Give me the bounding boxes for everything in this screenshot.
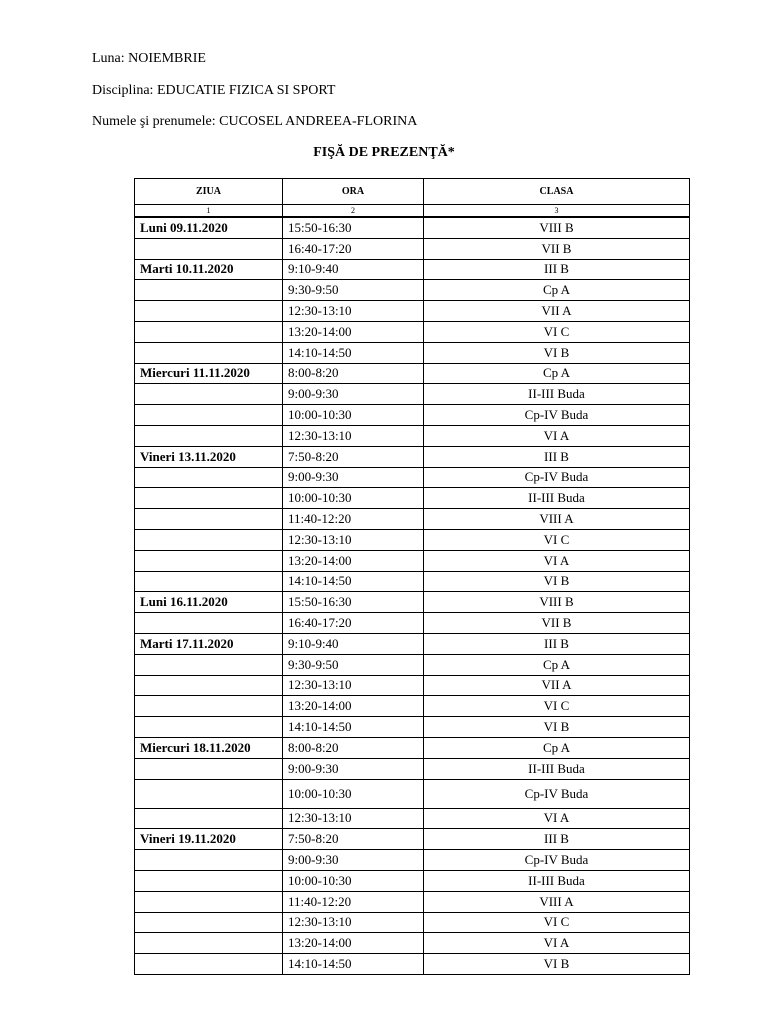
clasa-cell: VIII B — [424, 217, 690, 238]
ora-cell: 13:20-14:00 — [283, 550, 424, 571]
ora-cell: 15:50-16:30 — [283, 217, 424, 238]
ora-cell: 9:30-9:50 — [283, 654, 424, 675]
ora-cell: 12:30-13:10 — [283, 808, 424, 829]
ziua-cell — [135, 238, 283, 259]
ziua-cell — [135, 675, 283, 696]
clasa-cell: II-III Buda — [424, 384, 690, 405]
ora-cell: 9:00-9:30 — [283, 758, 424, 779]
ora-cell: 9:10-9:40 — [283, 259, 424, 280]
ziua-cell — [135, 342, 283, 363]
clasa-cell: III B — [424, 259, 690, 280]
table-row — [135, 321, 690, 342]
ziua-cell — [135, 571, 283, 592]
table-row — [135, 467, 690, 488]
ziua-cell — [135, 488, 283, 509]
table-row — [135, 912, 690, 933]
ora-cell: 12:30-13:10 — [283, 529, 424, 550]
ziua-cell — [135, 933, 283, 954]
page-title: FIŞĂ DE PREZENŢĂ* — [313, 145, 455, 160]
luna-value: NOIEMBRIE — [128, 51, 206, 66]
clasa-cell: VI C — [424, 696, 690, 717]
ora-cell: 7:50-8:20 — [283, 829, 424, 850]
table-row — [135, 509, 690, 530]
table-row — [135, 933, 690, 954]
column-number-row — [135, 205, 690, 218]
clasa-cell: VIII A — [424, 891, 690, 912]
ora-cell: 14:10-14:50 — [283, 717, 424, 738]
clasa-cell: VI C — [424, 321, 690, 342]
ziua-cell — [135, 321, 283, 342]
table-row — [135, 613, 690, 634]
table-row — [135, 870, 690, 891]
ziua-cell: Luni 16.11.2020 — [135, 592, 283, 613]
clasa-cell: II-III Buda — [424, 488, 690, 509]
clasa-cell: VIII A — [424, 509, 690, 530]
table-row — [135, 238, 690, 259]
clasa-cell: VI C — [424, 529, 690, 550]
disciplina-value: EDUCATIE FIZICA SI SPORT — [156, 83, 336, 98]
table-row — [135, 363, 690, 384]
table-row — [135, 342, 690, 363]
ora-cell: 12:30-13:10 — [283, 912, 424, 933]
clasa-cell: III B — [424, 446, 690, 467]
ziua-cell — [135, 529, 283, 550]
ziua-cell — [135, 696, 283, 717]
table-row — [135, 829, 690, 850]
ora-cell: 10:00-10:30 — [283, 405, 424, 426]
ora-cell: 9:00-9:30 — [283, 850, 424, 871]
clasa-cell: VII B — [424, 238, 690, 259]
ora-cell: 8:00-8:20 — [283, 363, 424, 384]
ora-cell: 16:40-17:20 — [283, 613, 424, 634]
clasa-cell: Cp-IV Buda — [424, 850, 690, 871]
table-row — [135, 808, 690, 829]
ziua-cell — [135, 850, 283, 871]
clasa-cell: Cp-IV Buda — [424, 405, 690, 426]
ziua-cell — [135, 779, 283, 808]
ora-cell: 9:00-9:30 — [283, 384, 424, 405]
table-row — [135, 654, 690, 675]
ziua-cell — [135, 509, 283, 530]
nume-line — [92, 114, 417, 130]
table-row — [135, 550, 690, 571]
ziua-cell — [135, 280, 283, 301]
table-row — [135, 850, 690, 871]
ziua-cell — [135, 758, 283, 779]
table-row — [135, 529, 690, 550]
ora-cell: 7:50-8:20 — [283, 446, 424, 467]
table-header-row — [135, 179, 690, 205]
clasa-cell: VI A — [424, 425, 690, 446]
table-row — [135, 301, 690, 322]
ora-cell: 10:00-10:30 — [283, 488, 424, 509]
ziua-cell: Marti 10.11.2020 — [135, 259, 283, 280]
ziua-cell: Vineri 13.11.2020 — [135, 446, 283, 467]
ora-cell: 15:50-16:30 — [283, 592, 424, 613]
ziua-cell — [135, 467, 283, 488]
ora-cell: 13:20-14:00 — [283, 321, 424, 342]
ziua-cell — [135, 405, 283, 426]
clasa-cell: Cp A — [424, 654, 690, 675]
table-row — [135, 384, 690, 405]
table-row — [135, 405, 690, 426]
table-row — [135, 633, 690, 654]
clasa-cell: Cp-IV Buda — [424, 779, 690, 808]
clasa-cell: II-III Buda — [424, 870, 690, 891]
ora-cell: 14:10-14:50 — [283, 571, 424, 592]
clasa-cell: VI B — [424, 954, 690, 975]
column-number-1: 1 — [135, 205, 283, 218]
table-row — [135, 717, 690, 738]
clasa-cell: VI A — [424, 550, 690, 571]
luna-line — [92, 51, 206, 67]
clasa-cell: VI B — [424, 717, 690, 738]
ziua-cell — [135, 425, 283, 446]
ziua-cell: Luni 09.11.2020 — [135, 217, 283, 238]
clasa-cell: Cp A — [424, 363, 690, 384]
ora-cell: 12:30-13:10 — [283, 675, 424, 696]
ziua-cell — [135, 301, 283, 322]
ziua-cell — [135, 654, 283, 675]
table-row — [135, 592, 690, 613]
clasa-cell: VII A — [424, 301, 690, 322]
ora-cell: 11:40-12:20 — [283, 509, 424, 530]
clasa-cell: III B — [424, 633, 690, 654]
clasa-cell: Cp A — [424, 737, 690, 758]
table-row — [135, 675, 690, 696]
luna-label: Luna: — [92, 51, 125, 66]
ora-cell: 10:00-10:30 — [283, 779, 424, 808]
column-number-2: 2 — [283, 205, 424, 218]
column-header-ziua: ZIUA — [135, 179, 283, 205]
clasa-cell: VII B — [424, 613, 690, 634]
ziua-cell: Miercuri 11.11.2020 — [135, 363, 283, 384]
ora-cell: 13:20-14:00 — [283, 933, 424, 954]
clasa-cell: Cp A — [424, 280, 690, 301]
table-row — [135, 891, 690, 912]
ziua-cell: Marti 17.11.2020 — [135, 633, 283, 654]
table-row — [135, 696, 690, 717]
clasa-cell: VI B — [424, 571, 690, 592]
clasa-cell: Cp-IV Buda — [424, 467, 690, 488]
ora-cell: 12:30-13:10 — [283, 301, 424, 322]
table-row — [135, 259, 690, 280]
attendance-table — [134, 178, 690, 975]
column-header-ora: ORA — [283, 179, 424, 205]
table-row — [135, 571, 690, 592]
column-header-clasa: CLASA — [424, 179, 690, 205]
table-row — [135, 737, 690, 758]
ziua-cell: Miercuri 18.11.2020 — [135, 737, 283, 758]
table-row — [135, 488, 690, 509]
clasa-cell: VI A — [424, 933, 690, 954]
ora-cell: 14:10-14:50 — [283, 954, 424, 975]
clasa-cell: VII A — [424, 675, 690, 696]
disciplina-line — [92, 83, 335, 99]
clasa-cell: VI C — [424, 912, 690, 933]
ziua-cell — [135, 891, 283, 912]
ziua-cell: Vineri 19.11.2020 — [135, 829, 283, 850]
ziua-cell — [135, 954, 283, 975]
ora-cell: 9:30-9:50 — [283, 280, 424, 301]
table-row — [135, 446, 690, 467]
ora-cell: 16:40-17:20 — [283, 238, 424, 259]
table-row — [135, 280, 690, 301]
table-row — [135, 425, 690, 446]
table-row — [135, 758, 690, 779]
clasa-cell: VI A — [424, 808, 690, 829]
column-number-3: 3 — [424, 205, 690, 218]
clasa-cell: III B — [424, 829, 690, 850]
ziua-cell — [135, 613, 283, 634]
table-row — [135, 779, 690, 808]
table-row — [135, 954, 690, 975]
clasa-cell: VI B — [424, 342, 690, 363]
ora-cell: 8:00-8:20 — [283, 737, 424, 758]
ora-cell: 14:10-14:50 — [283, 342, 424, 363]
disciplina-label: Disciplina: — [92, 83, 154, 98]
clasa-cell: II-III Buda — [424, 758, 690, 779]
ora-cell: 10:00-10:30 — [283, 870, 424, 891]
ziua-cell — [135, 870, 283, 891]
ora-cell: 11:40-12:20 — [283, 891, 424, 912]
clasa-cell: VIII B — [424, 592, 690, 613]
ziua-cell — [135, 550, 283, 571]
ziua-cell — [135, 717, 283, 738]
ora-cell: 9:00-9:30 — [283, 467, 424, 488]
table-body — [135, 217, 690, 974]
ziua-cell — [135, 912, 283, 933]
ora-cell: 12:30-13:10 — [283, 425, 424, 446]
ziua-cell — [135, 384, 283, 405]
nume-value: CUCOSEL ANDREEA-FLORINA — [219, 114, 418, 129]
ziua-cell — [135, 808, 283, 829]
table-row — [135, 217, 690, 238]
nume-label: Numele şi prenumele: — [92, 114, 216, 129]
ora-cell: 9:10-9:40 — [283, 633, 424, 654]
ora-cell: 13:20-14:00 — [283, 696, 424, 717]
